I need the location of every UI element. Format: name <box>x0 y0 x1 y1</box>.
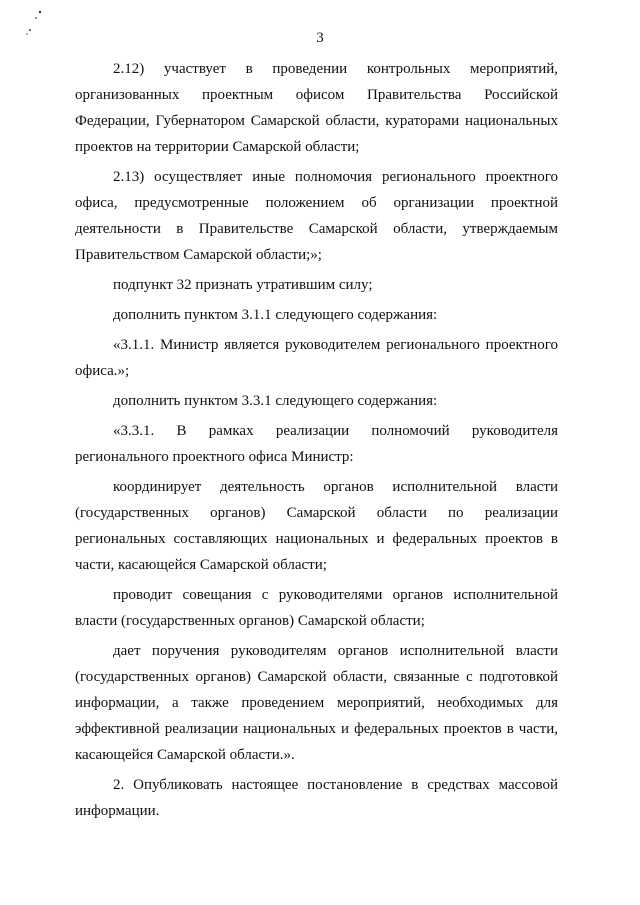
paragraph-meetings: проводит совещания с руководителями органов исполнительной власти (государственных органов) Самарской области; <box>75 587 558 629</box>
paragraph-2-13: 2.13) осуществляет иные полномочия регионального проектного офиса, предусмотренные положением об организации проектной деятельности в Правительстве Самарской области, утверждаемым Правительством Самарской области;»; <box>75 169 558 263</box>
paragraph-coordinates: координирует деятельность органов исполнительной власти (государственных органов) Самарской области по реализации региональных составляющих национальных и федеральных проектов в части, касающейся Самарской области; <box>75 479 558 573</box>
paragraph-2-12: 2.12) участвует в проведении контрольных мероприятий, организованных проектным офисом Правительства Российской Федерации, Губернатором Самарской области, кураторами национальных проектов на территории Самарской области; <box>75 61 558 155</box>
paragraph-3-1-1: «3.1.1. Министр является руководителем регионального проектного офиса.»; <box>75 337 558 379</box>
paragraph-3-3-1: «3.3.1. В рамках реализации полномочий руководителя регионального проектного офиса Министр: <box>75 423 558 465</box>
paragraph-publish: 2. Опубликовать настоящее постановление в средствах массовой информации. <box>75 777 558 819</box>
paragraph-subpoint-32: подпункт 32 признать утратившим силу; <box>113 277 373 293</box>
paragraph-instructions: дает поручения руководителям органов исполнительной власти (государственных органов) Самарской области, связанные с подготовкой информации, а также проведением мероприятий, необходимых для эффективной реализации национальных и федеральных проектов в части, касающейся Самарской области.». <box>75 643 558 763</box>
document-body <box>75 56 558 828</box>
paragraph-add-3-1-1: дополнить пунктом 3.1.1 следующего содержания: <box>113 307 438 323</box>
page-number: 3 <box>316 30 324 46</box>
paragraph-add-3-3-1: дополнить пунктом 3.3.1 следующего содержания: <box>113 393 438 409</box>
